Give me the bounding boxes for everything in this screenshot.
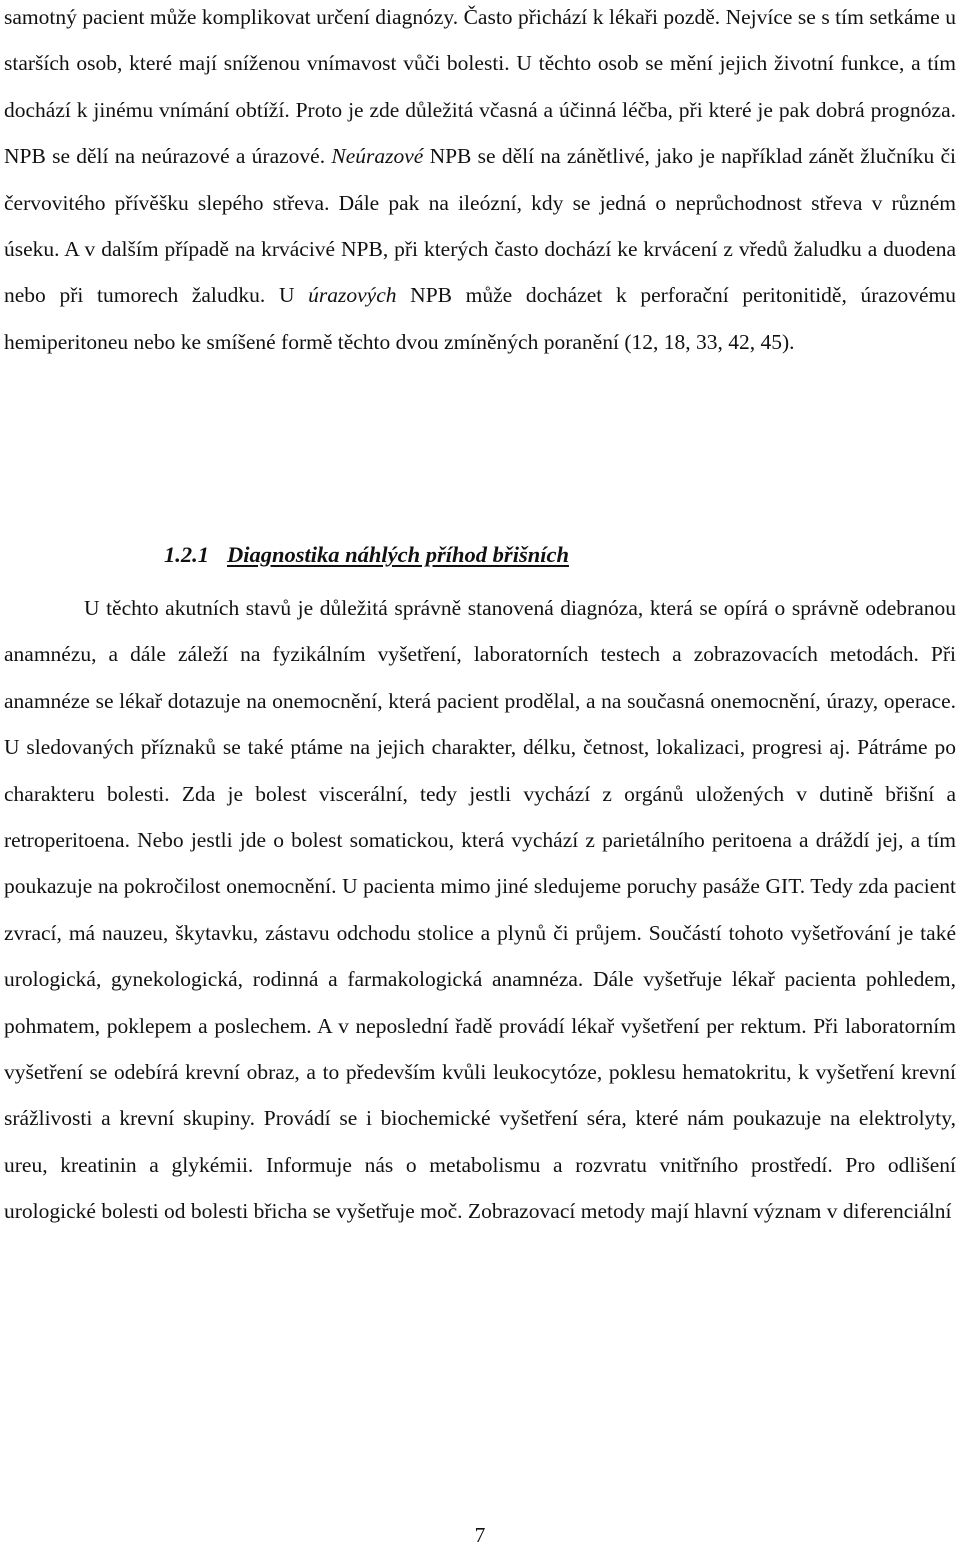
page-number: 7 bbox=[474, 1523, 486, 1547]
italic-term-neurazove: Neúrazové bbox=[331, 144, 424, 169]
italic-term-urazovych: úrazových bbox=[308, 283, 397, 308]
section-heading bbox=[164, 535, 569, 575]
paragraph-text: samotný pacient může komplikovat určení diagnózy. Často přichází k lékaři pozdě. Nejvíce se s tím setkáme u starších osob, které mají sníženou vnímavost vůči bolesti. U těchto osob se mění jejich životní funkce, a tím dochází k jinému vnímání obtíží. Proto je zde důležitá včasná a účinná léčba, při které je pak dobrá prognóza. NPB se dělí na neúrazové a úrazové. bbox=[4, 5, 956, 169]
paragraph-text: NPB se dělí na zánětlivé, jako je například zánět žlučníku či červovitého přívěšku slepého střeva. Dále pak na ileózní, kdy se jedná o neprůchodnost střeva v různém úseku. A v dalším případě na krvácivé NPB, při kterých často dochází ke krvácení z vředů žaludku a duodena nebo při tumorech žaludku. U bbox=[4, 144, 956, 308]
section-number: 1.2.1 bbox=[164, 542, 209, 567]
section-title: Diagnostika náhlých příhod břišních bbox=[227, 542, 569, 567]
paragraph-diagnostics: U těchto akutních stavů je důležitá správně stanovená diagnóza, která se opírá o správně odebranou anamnézu, a dále záleží na fyzikálním vyšetření, laboratorních testech a zobrazovacích metodách. Při anamnéze se lékař dotazuje na onemocnění, která pacient prodělal, a na současná onemocnění, úrazy, operace. U sledovaných příznaků se také ptáme na jejich charakter, délku, četnost, lokalizaci, progresi aj. Pátráme po charakteru bolesti. Zda je bolest viscerální, tedy jestli vychází z orgánů uložených v dutině břišní a retroperitoena. Nebo jestli jde o bolest somatickou, která vychází z parietálního peritoena a dráždí jej, a tím poukazuje na pokročilost onemocnění. U pacienta mimo jiné sledujeme poruchy pasáže GIT. Tedy zda pacient zvrací, má nauzeu, škytavku, zástavu odchodu stolice a plynů či průjem. Součástí tohoto vyšetřování je také urologická, gynekologická, rodinná a farmakologická anamnéza. Dále vyšetřuje lékař pacienta pohledem, pohmatem, poklepem a poslechem. A v neposlední řadě provádí lékař vyšetření per rektum. Při laboratorním vyšetření se odebírá krevní obraz, a to především kvůli leukocytóze, poklesu hematokritu, k vyšetření krevní srážlivosti a krevní skupiny. Provádí se i biochemické vyšetření séra, které nám poukazuje na elektrolyty, ureu, kreatinin a glykémii. Informuje nás o metabolismu a rozvratu vnitřního prostředí. Pro odlišení urologické bolesti od bolesti břicha se vyšetřuje moč. Zobrazovací metody mají hlavní význam v diferenciální bbox=[4, 596, 956, 1224]
paragraph-text: NPB může docházet k perforační peritonitidě, úrazovému hemiperitoneu nebo ke smíšené formě těchto dvou zmíněných poranění (12, 18, 33, 42, 45). bbox=[4, 283, 957, 354]
paragraph-npb-classification bbox=[4, 0, 956, 365]
